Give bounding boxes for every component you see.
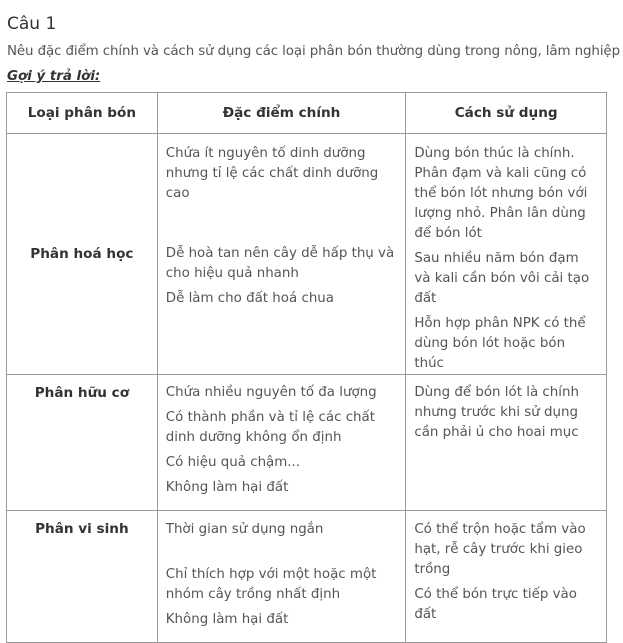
header-usage: Cách sử dụng (406, 93, 607, 134)
feature-item: Dễ làm cho đất hoá chua (165, 291, 334, 306)
feature-item: Thời gian sử dụng ngắn (165, 522, 324, 537)
usage-item: Dùng để bón lót là chính nhưng trước khi sử dụng cần phải ủ cho hoai mục (414, 385, 579, 440)
page-title: Câu 1 (7, 14, 57, 34)
features-cell (157, 511, 406, 643)
fertilizer-table (6, 92, 607, 643)
fertilizer-type: Phân vi sinh (35, 521, 129, 537)
usage-cell (406, 134, 607, 375)
usage-item: Hỗn hợp phân NPK có thể dùng bón lót hoặc bón thúc (414, 316, 586, 371)
header-features: Đặc điểm chính (157, 93, 406, 134)
features-cell (157, 375, 406, 511)
fertilizer-type-cell (7, 134, 158, 375)
feature-item: Chứa nhiều nguyên tố đa lượng (165, 385, 377, 400)
table-row (7, 511, 607, 643)
usage-cell (406, 375, 607, 511)
table-row (7, 134, 607, 375)
feature-item: Không làm hại đất (165, 612, 289, 627)
feature-item: Có thành phần và tỉ lệ các chất dinh dưỡng không ổn định (165, 410, 375, 445)
feature-item: Không làm hại đất (165, 480, 289, 495)
table-row (7, 375, 607, 511)
fertilizer-type: Phân hoá học (30, 246, 134, 262)
feature-item: Dễ hoà tan nên cây dễ hấp thụ và cho hiệu quả nhanh (165, 246, 395, 281)
fertilizer-type: Phân hữu cơ (34, 385, 130, 401)
usage-item: Có thể bón trực tiếp vào đất (414, 587, 577, 622)
feature-item: Có hiệu quả chậm... (165, 455, 301, 470)
header-fertilizer-type: Loại phân bón (7, 93, 158, 134)
feature-item: Chỉ thích hợp với một hoặc một nhóm cây trồng nhất định (165, 567, 377, 602)
answer-hint-label: Gợi ý trả lời: (7, 69, 101, 84)
features-cell (157, 134, 406, 375)
fertilizer-type-cell (7, 511, 158, 643)
usage-item: Sau nhiều năm bón đạm và kali cần bón vôi cải tạo đất (414, 251, 590, 306)
usage-item: Dùng bón thúc là chính. Phân đạm và kali cũng có thể bón lót nhưng bón với lượng nhỏ. Phân lân dùng để bón lót (414, 146, 588, 241)
feature-item: Chứa ít nguyên tố dinh dưỡng nhưng tỉ lệ các chất dinh dưỡng cao (165, 146, 379, 201)
table-header-row (7, 93, 607, 134)
question-text: Nêu đặc điểm chính và cách sử dụng các loại phân bón thường dùng trong nông, lâm nghiệp (7, 44, 620, 59)
usage-cell (406, 511, 607, 643)
fertilizer-type-cell (7, 375, 158, 511)
usage-item: Có thể trộn hoặc tẩm vào hạt, rễ cây trước khi gieo trồng (414, 522, 586, 577)
